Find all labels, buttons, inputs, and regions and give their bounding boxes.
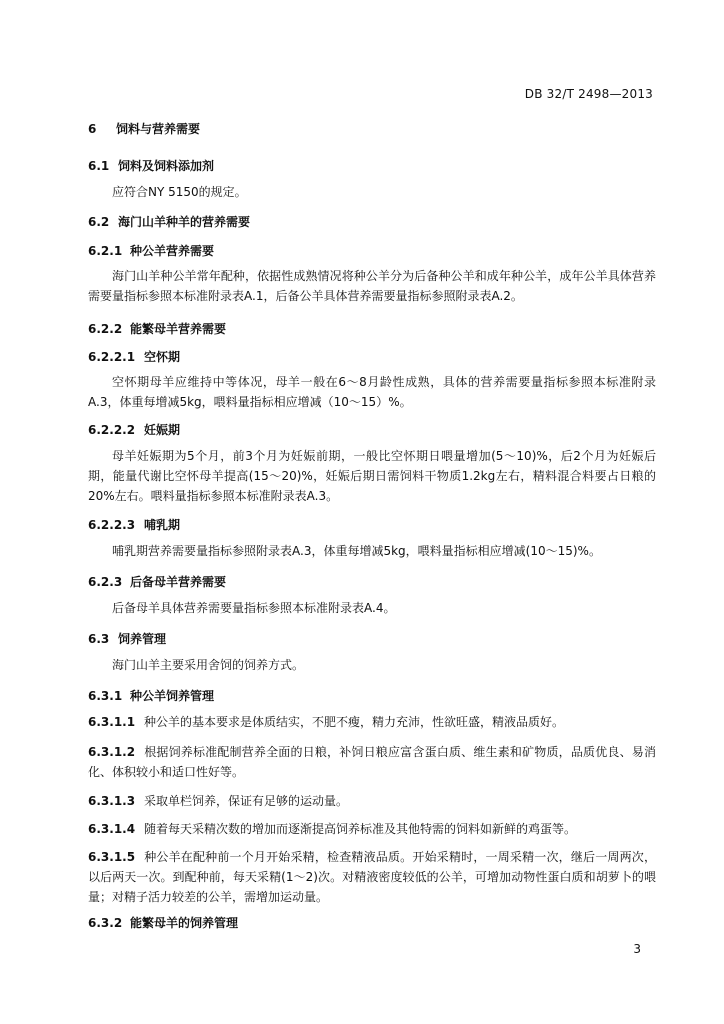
clause: [88, 742, 656, 782]
section-number: 6.3.2: [88, 916, 123, 930]
section-heading: [88, 348, 656, 365]
clause-text: 种公羊在配种前一个月开始采精，检查精液品质。开始采精时，一周采精一次，继后一周两次，以后两天一次。到配种前，每天采精(1～2)次。对精液密度较低的公羊，可增加动物性蛋白质和胡萝卜的喂量；对精子活力较差的公羊，需增加运动量。: [88, 850, 656, 904]
section-title: 空怀期: [144, 350, 181, 364]
clause-number: 6.3.1.5: [88, 850, 136, 864]
section-number: 6: [88, 122, 97, 136]
section-heading: [88, 157, 656, 174]
section-number: 6.2.2.2: [88, 423, 136, 437]
section-number: 6.3.1: [88, 689, 123, 703]
section-number: 6.2.2.1: [88, 350, 136, 364]
paragraph: 空怀期母羊应维持中等体况，母羊一般在6～8月龄性成熟，具体的营养需要量指标参照本标准附录A.3，体重每增减5kg，喂料量指标相应增减（10～15）%。: [88, 375, 656, 409]
clause-number: 6.3.1.4: [88, 822, 136, 836]
clause-text: 采取单栏饲养，保证有足够的运动量。: [144, 794, 349, 808]
section-number: 6.2.1: [88, 244, 123, 258]
section-heading: [88, 320, 656, 337]
section-heading: [88, 242, 656, 259]
paragraph: 后备母羊具体营养需要量指标参照本标准附录表A.4。: [112, 601, 396, 615]
clause-number: 6.3.1.3: [88, 794, 136, 808]
section-title: 饲养管理: [118, 632, 167, 646]
paragraph: 海门山羊主要采用舍饲的饲养方式。: [112, 658, 305, 672]
section-heading: [88, 421, 656, 438]
section-title: 能繁母羊营养需要: [130, 322, 227, 336]
section-number: 6.2.2: [88, 322, 123, 336]
section-title: 饲料及饲料添加剂: [118, 159, 215, 173]
paragraph: 哺乳期营养需要量指标参照附录表A.3，体重每增减5kg，喂料量指标相应增减(10～15)%。: [112, 544, 601, 558]
clause: [88, 712, 656, 732]
page-number: 3: [633, 942, 641, 956]
section-number: 6.2.3: [88, 575, 123, 589]
paragraph: 海门山羊种公羊常年配种，依据性成熟情况将种公羊分为后备种公羊和成年种公羊，成年公羊具体营养需要量指标参照本标准附录表A.1，后备公羊具体营养需要量指标参照附录表A.2。: [88, 269, 656, 303]
section-heading: [88, 213, 656, 230]
section-title: 饲料与营养需要: [116, 122, 201, 136]
section-title: 能繁母羊的饲养管理: [130, 916, 239, 930]
section-title: 后备母羊营养需要: [130, 575, 227, 589]
clause: [88, 819, 656, 839]
paragraph: 母羊妊娠期为5个月，前3个月为妊娠前期，一般比空怀期日喂量增加(5～10)%，后2个月为妊娠后期，能量代谢比空怀母羊提高(15～20)%，妊娠后期日需饲料干物质1.2kg左右，精料混合料要占日粮的20%左右。喂料量指标参照本标准附录表A.3。: [88, 449, 656, 503]
section-title: 种公羊营养需要: [130, 244, 215, 258]
section-heading: [88, 516, 656, 533]
clause-text: 根据饲养标准配制营养全面的日粮，补饲日粮应富含蛋白质、维生素和矿物质，品质优良、易消化、体积较小和适口性好等。: [88, 745, 656, 779]
section-heading: [88, 120, 656, 137]
section-number: 6.2: [88, 215, 110, 229]
clause-number: 6.3.1.2: [88, 745, 136, 759]
clause: [88, 847, 656, 907]
section-heading: [88, 573, 656, 590]
paragraph: 应符合NY 5150的规定。: [112, 185, 247, 199]
section-title: 种公羊饲养管理: [130, 689, 215, 703]
section-title: 海门山羊种羊的营养需要: [118, 215, 251, 229]
clause-text: 随着每天采精次数的增加而逐渐提高饲养标准及其他特需的饲料如新鲜的鸡蛋等。: [144, 822, 577, 836]
section-title: 哺乳期: [144, 518, 181, 532]
section-heading: [88, 914, 656, 931]
section-heading: [88, 687, 656, 704]
section-title: 妊娠期: [144, 423, 181, 437]
clause: [88, 791, 656, 811]
section-number: 6.2.2.3: [88, 518, 136, 532]
section-heading: [88, 630, 656, 647]
section-number: 6.3: [88, 632, 110, 646]
document-code-header: DB 32/T 2498—2013: [524, 87, 653, 101]
clause-text: 种公羊的基本要求是体质结实，不肥不瘦，精力充沛，性欲旺盛，精液品质好。: [144, 715, 565, 729]
clause-number: 6.3.1.1: [88, 715, 136, 729]
section-number: 6.1: [88, 159, 110, 173]
